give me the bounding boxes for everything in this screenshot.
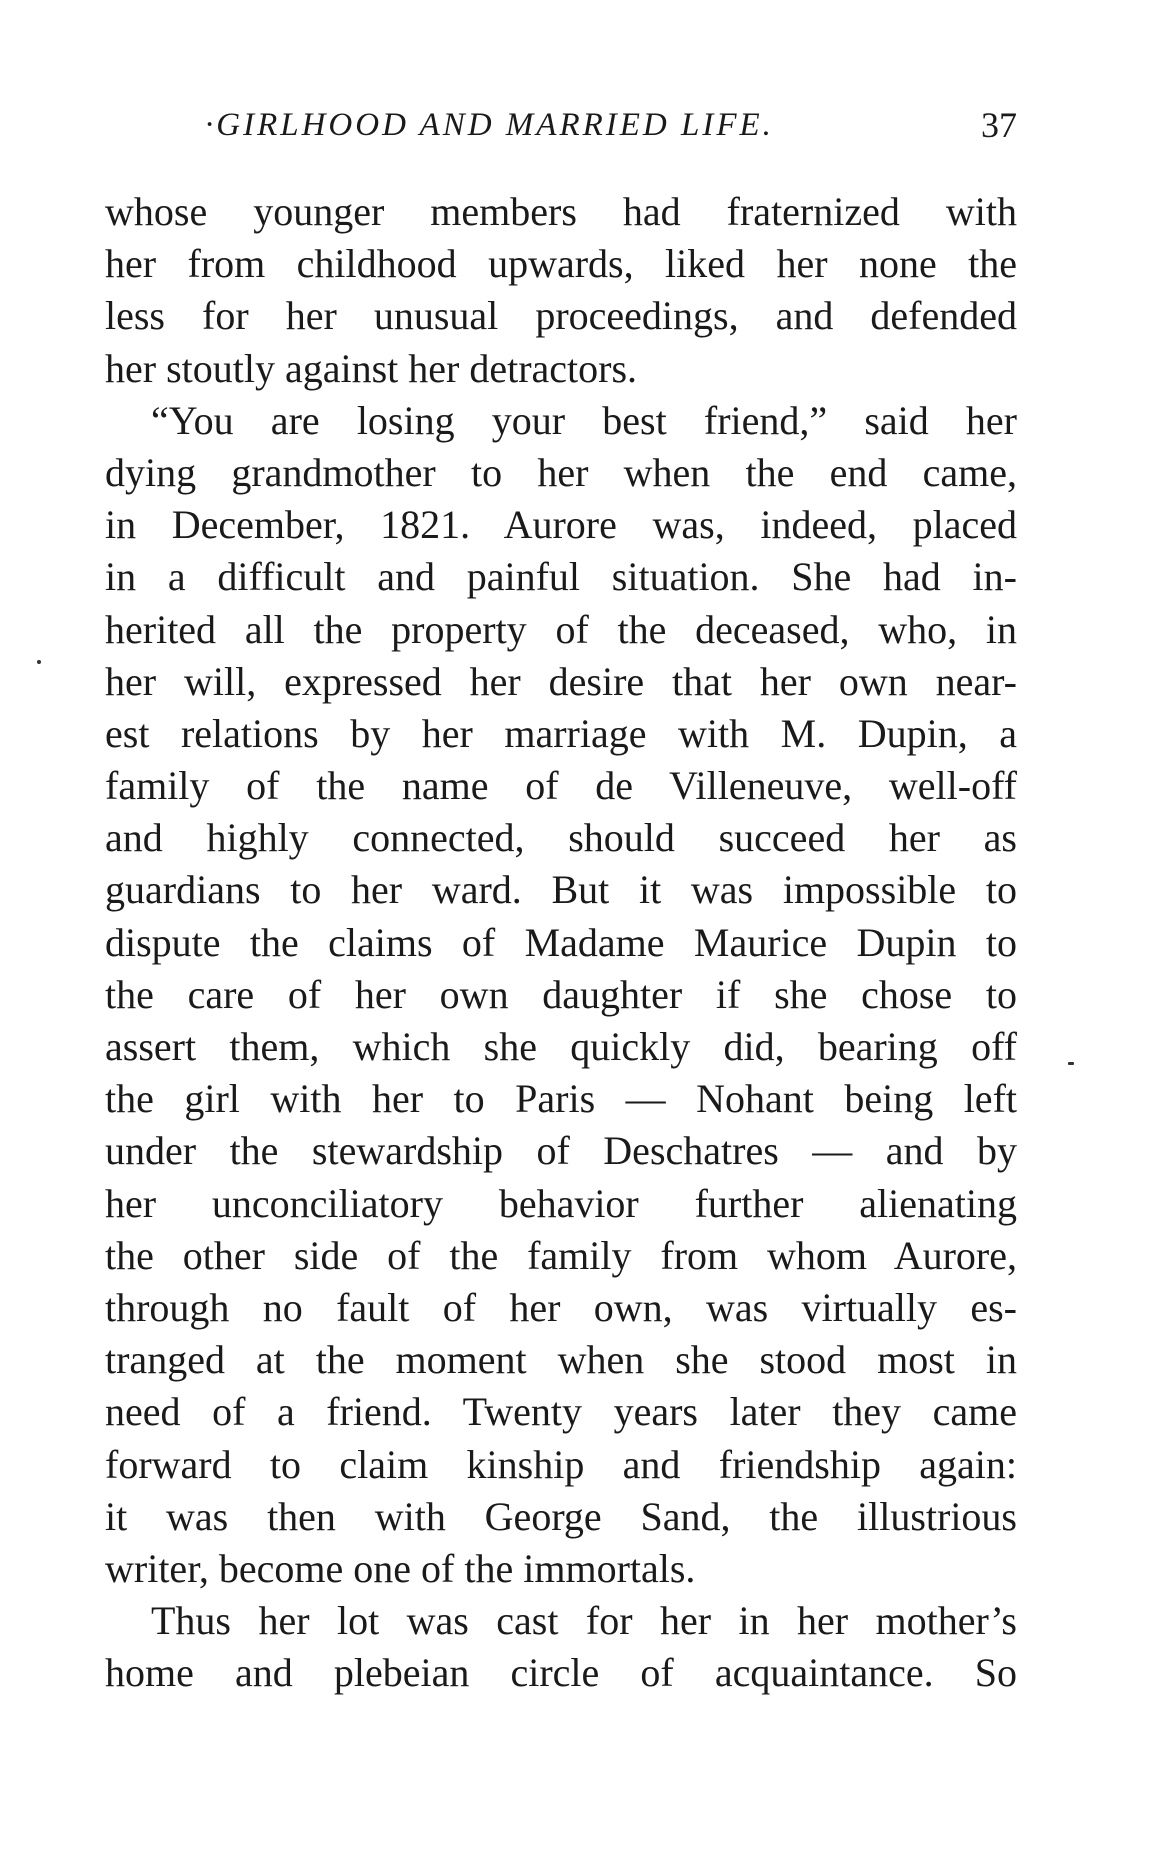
text-line: her will, expressed her desire that her own near- (105, 658, 1017, 704)
text-line: whose younger members had fraternized with (105, 189, 1017, 234)
text-line: guardians to her ward. But it was impossible to (105, 867, 1017, 913)
text-line: family of the name of de Villeneuve, well-off (105, 763, 1017, 809)
body-text (105, 186, 1017, 1699)
text-line: forward to claim kinship and friendship again: (105, 1441, 1017, 1487)
text-line: herited all the property of the deceased, who, in (105, 606, 1017, 652)
text-line: assert them, which she quickly did, bearing off (105, 1024, 1017, 1069)
text-line: her stoutly against her detractors. (105, 345, 638, 391)
text-line: in December, 1821. Aurore was, indeed, placed (105, 502, 1017, 548)
text-line: through no fault of her own, was virtually es- (105, 1284, 1017, 1330)
text-line: the care of her own daughter if she chose to (105, 971, 1017, 1017)
ink-speck (37, 660, 41, 664)
text-line: her unconciliatory behavior further alienating (105, 1180, 1017, 1226)
text-line: in a difficult and painful situation. She had in- (105, 554, 1017, 600)
page-number: 37 (981, 105, 1017, 145)
text-line: under the stewardship of Deschatres — and by (105, 1128, 1017, 1174)
text-line: the girl with her to Paris — Nohant being left (105, 1076, 1017, 1122)
text-line: “You are losing your best friend,” said her (151, 397, 1017, 443)
ink-speck (1068, 1062, 1074, 1065)
text-line: her from childhood upwards, liked her none the (105, 241, 1017, 287)
text-line: writer, become one of the immortals. (105, 1545, 696, 1591)
text-line: dying grandmother to her when the end came, (105, 449, 1017, 495)
running-title: ·GIRLHOOD AND MARRIED LIFE. (205, 107, 774, 143)
text-line: home and plebeian circle of acquaintance. So (105, 1650, 1017, 1696)
text-line: the other side of the family from whom Aurore, (105, 1232, 1017, 1278)
text-line: need of a friend. Twenty years later they came (105, 1389, 1017, 1435)
running-head (105, 100, 1017, 150)
text-line: dispute the claims of Madame Maurice Dupin to (105, 919, 1017, 965)
text-line: est relations by her marriage with M. Dupin, a (105, 710, 1017, 756)
text-line: it was then with George Sand, the illustrious (105, 1493, 1017, 1539)
text-line: Thus her lot was cast for her in her mother’s (151, 1598, 1017, 1644)
text-line: and highly connected, should succeed her as (105, 815, 1017, 861)
text-line: tranged at the moment when she stood most in (105, 1337, 1017, 1383)
text-line: less for her unusual proceedings, and defended (105, 293, 1017, 339)
